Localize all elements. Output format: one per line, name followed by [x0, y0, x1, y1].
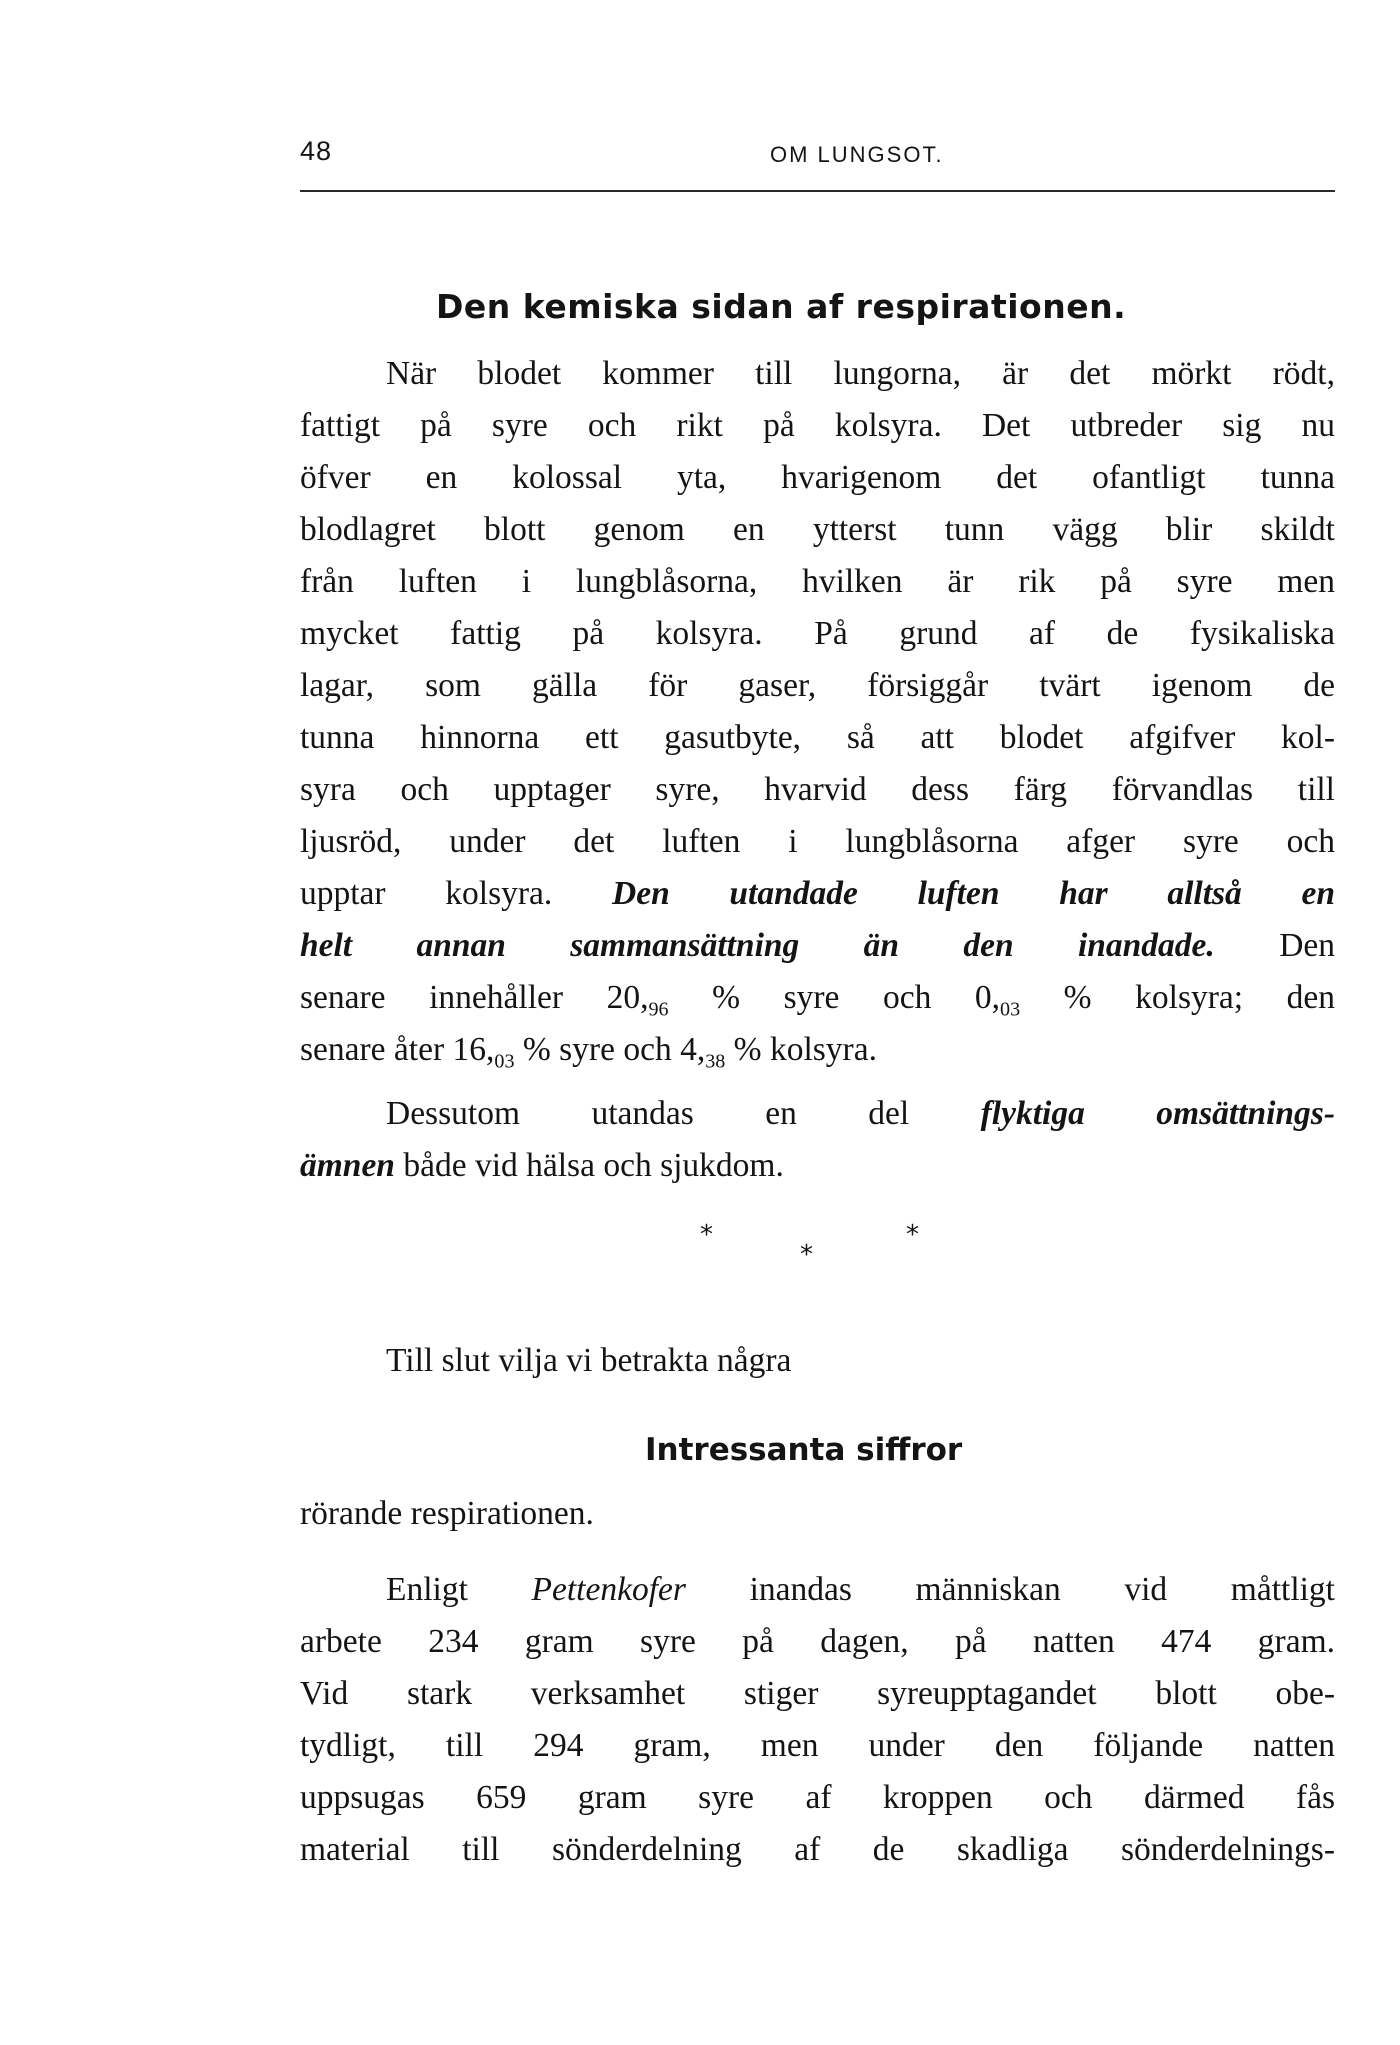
text-run: % kolsyra; den: [1020, 979, 1336, 1016]
text-line: blodlagret blott genom en ytterst tunn vägg blir skildt: [300, 511, 1335, 548]
emphasis-text: flyktiga omsättnings-: [980, 1095, 1335, 1132]
paragraph-volatile-substances: [300, 1088, 1335, 1192]
text-line: material till sönderdelning af de skadliga sönderdelnings-: [300, 1831, 1335, 1868]
text-line: [300, 1140, 1335, 1192]
section-separator: [700, 1220, 930, 1280]
decimal-digits: 03: [1000, 998, 1021, 1021]
text-run: både vid hälsa och sjukdom.: [403, 1147, 784, 1184]
text-run: Dessutom utandas en del: [386, 1095, 910, 1132]
text-line: tydligt, till 294 gram, men under den följande natten: [300, 1727, 1335, 1764]
text-line: fattigt på syre och rikt på kolsyra. Det utbreder sig nu: [300, 407, 1335, 444]
intro-continuation: [300, 1488, 1335, 1540]
text-line: [300, 1564, 1335, 1616]
text-line: Till slut vilja vi betrakta några: [386, 1342, 792, 1379]
asterisk: *: [906, 1220, 919, 1250]
text-line: arbete 234 gram syre på dagen, på natten 474 gram.: [300, 1623, 1335, 1660]
section-heading: Den kemiska sidan af respirationen.: [436, 287, 1127, 326]
text-line: lagar, som gälla för gaser, försiggår tvärt igenom de: [300, 667, 1335, 704]
text-line: rörande respirationen.: [300, 1495, 594, 1532]
text-line: [300, 972, 1335, 1024]
paragraph-pettenkofer: [300, 1564, 1335, 1876]
text-line: uppsugas 659 gram syre af kroppen och därmed fås: [300, 1779, 1335, 1816]
intro-line: [300, 1335, 1335, 1387]
text-run: % syre och 4,: [514, 1031, 706, 1068]
text-line: När blodet kommer till lungorna, är det mörkt rödt,: [386, 355, 1335, 392]
sub-heading: Intressanta siffror: [645, 1432, 963, 1468]
asterisk: *: [800, 1240, 813, 1270]
page-number: 48: [300, 136, 333, 166]
text-run: Den: [1279, 927, 1335, 964]
running-title: OM LUNGSOT.: [770, 142, 944, 167]
text-line: [300, 1024, 1335, 1076]
text-line: [300, 920, 1335, 972]
text-run: % kolsyra.: [725, 1031, 877, 1068]
header-rule: [300, 190, 1335, 192]
paragraph-respiration-chemistry: [300, 348, 1335, 1076]
text-run: inandas människan vid måttligt: [749, 1571, 1335, 1608]
text-line: syra och upptager syre, hvarvid dess färg förvandlas till: [300, 771, 1335, 808]
text-line: mycket fattig på kolsyra. På grund af de fysikaliska: [300, 615, 1335, 652]
asterisk: *: [700, 1220, 713, 1250]
text-line: från luften i lungblåsorna, hvilken är rik på syre men: [300, 563, 1335, 600]
text-line: ljusröd, under det luften i lungblåsorna afger syre och: [300, 823, 1335, 860]
emphasis-text: Den utandade luften har alltså en: [612, 875, 1335, 912]
text-line: Vid stark verksamhet stiger syreupptagandet blott obe-: [300, 1675, 1335, 1712]
author-name: Pettenkofer: [531, 1571, 686, 1608]
emphasis-text: helt annan sammansättning än den inandade.: [300, 927, 1215, 964]
text-run: upptar kolsyra.: [300, 875, 553, 912]
text-line: [300, 868, 1335, 920]
text-line: öfver en kolossal yta, hvarigenom det ofantligt tunna: [300, 459, 1335, 496]
running-head: [300, 136, 1335, 176]
text-line: [300, 1088, 1335, 1140]
text-run: % syre och 0,: [668, 979, 1001, 1016]
decimal-digits: 03: [494, 1050, 515, 1073]
emphasis-text: ämnen: [300, 1147, 395, 1184]
decimal-digits: 96: [648, 998, 669, 1021]
text-run: senare innehåller 20,: [300, 979, 649, 1016]
text-run: senare åter 16,: [300, 1031, 495, 1068]
text-run: Enligt: [386, 1571, 468, 1608]
text-line: tunna hinnorna ett gasutbyte, så att blodet afgifver kol-: [300, 719, 1335, 756]
decimal-digits: 38: [705, 1050, 726, 1073]
